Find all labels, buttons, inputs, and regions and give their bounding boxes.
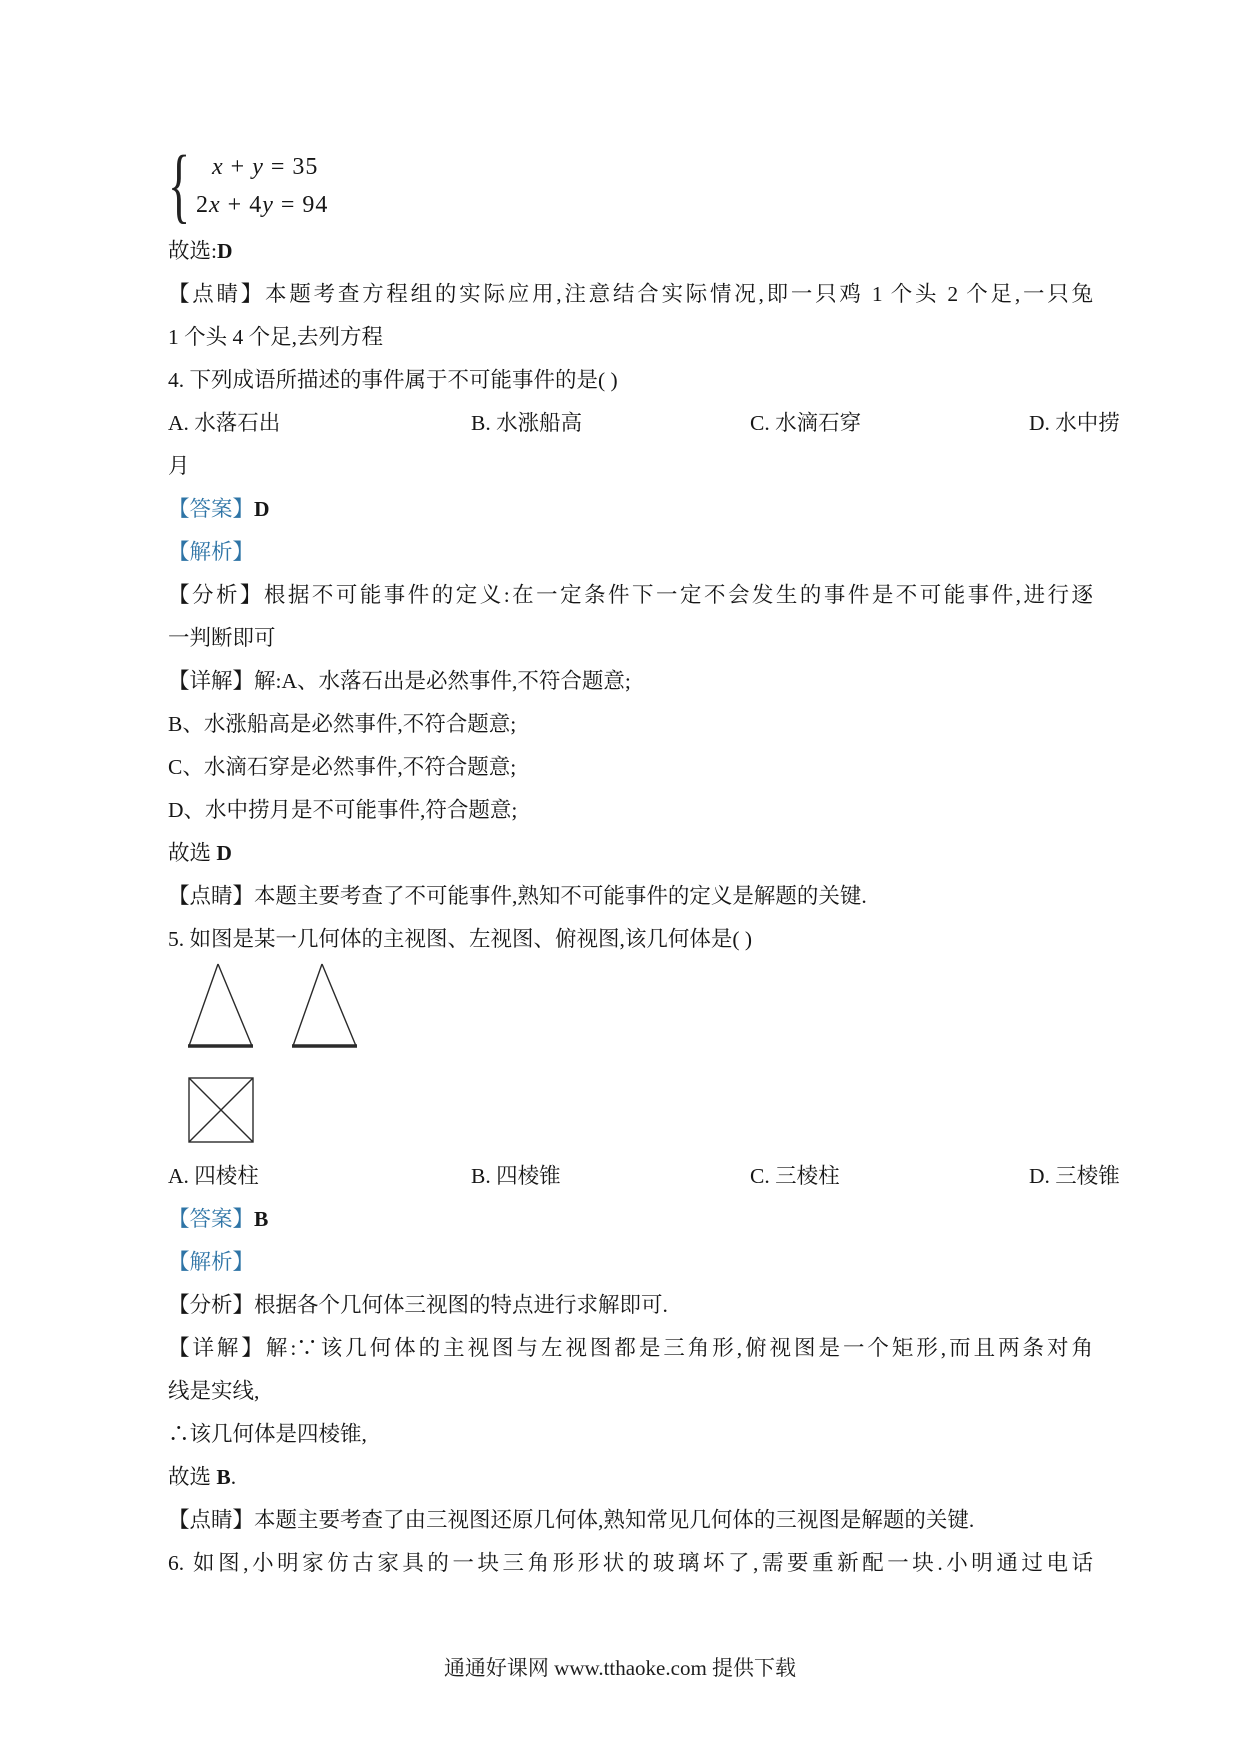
equation-line-1: x + y = 35	[212, 154, 319, 180]
q5-answer-line	[168, 1198, 1093, 1241]
q5-option-b: B. 四棱锥	[471, 1164, 561, 1188]
q5-option-a: A. 四棱柱	[168, 1164, 259, 1188]
equation-system	[168, 140, 1093, 230]
q4-stem: 4. 下列成语所描述的事件属于不可能事件的是( )	[168, 368, 618, 392]
q5-detail-line-1: 【详解】解:∵该几何体的主视图与左视图都是三角形,俯视图是一个矩形,而且两条对角	[168, 1336, 1093, 1360]
q4-answer-letter: D	[254, 497, 270, 521]
q4-option-c: C. 水滴石穿	[750, 411, 862, 435]
analysis-label: 【解析】	[168, 1250, 255, 1274]
q5-choice-letter: B	[216, 1465, 231, 1489]
q4-answer-line	[168, 488, 1093, 531]
q4-detail-line-3: C、水滴石穿是必然事件,不符合题意;	[168, 755, 517, 779]
site-footer: 通通好课网 www.tthaoke.com 提供下载	[443, 1656, 797, 1680]
q4-options-row	[168, 402, 1120, 445]
q5-option-c: C. 三棱柱	[750, 1164, 840, 1188]
q5-comment: 【点睛】本题主要考查了由三视图还原几何体,熟知常见几何体的三视图是解题的关键.	[168, 1508, 975, 1532]
q5-stem: 5. 如图是某一几何体的主视图、左视图、俯视图,该几何体是( )	[168, 927, 753, 951]
q5-choose-line: 故选 B.	[168, 1465, 237, 1489]
q5-analysis-label-line	[168, 1241, 1093, 1284]
q4-option-d: D. 水中捞	[1029, 411, 1120, 435]
q3-comment-line-2: 1 个头 4 个足,去列方程	[168, 325, 384, 349]
q4-option-d-wrap: 月	[168, 454, 190, 478]
q4-option-a: A. 水落石出	[168, 411, 281, 435]
q4-analysis-line-1: 【分析】根据不可能事件的定义:在一定条件下一定不会发生的事件是不可能事件,进行逐	[168, 583, 1093, 607]
q3-comment-line-1: 【点睛】本题考查方程组的实际应用,注意结合实际情况,即一只鸡 1 个头 2 个足,一只兔	[168, 282, 1093, 306]
q4-comment: 【点睛】本题主要考查了不可能事件,熟知不可能事件的定义是解题的关键.	[168, 884, 867, 908]
q6-stem: 6. 如图,小明家仿古家具的一块三角形形状的玻璃坏了,需要重新配一块.小明通过电话	[168, 1551, 1093, 1575]
q5-options-row	[168, 1155, 1120, 1198]
q5-option-d: D. 三棱锥	[1029, 1164, 1120, 1188]
q4-detail-line-2: B、水涨船高是必然事件,不符合题意;	[168, 712, 517, 736]
front-view-triangle	[188, 964, 253, 1046]
equation-line-2: 2x + 4y = 94	[196, 192, 329, 218]
q5-detail-line-2: 线是实线,	[168, 1379, 260, 1403]
side-view-triangle	[292, 964, 357, 1046]
analysis-label: 【解析】	[168, 540, 255, 564]
answer-label: 【答案】	[168, 497, 255, 521]
q4-choose-line: 故选 D	[168, 841, 232, 865]
q5-detail-line-3: ∴该几何体是四棱锥,	[168, 1422, 367, 1446]
q4-detail-line-4: D、水中捞月是不可能事件,符合题意;	[168, 798, 518, 822]
front-and-side-view-triangles	[186, 961, 361, 1049]
left-brace: {	[168, 139, 191, 232]
answer-label: 【答案】	[168, 1207, 255, 1231]
q3-answer-letter: D	[216, 239, 233, 263]
q4-choice-letter: D	[216, 841, 232, 865]
document-body	[168, 139, 1120, 1585]
q4-analysis-label-line	[168, 531, 1093, 574]
q4-analysis-line-2: 一判断即可	[168, 626, 276, 650]
top-view-square-with-diagonals	[188, 1077, 254, 1143]
q3-choose-line: 故选:D	[168, 239, 233, 263]
q5-analysis: 【分析】根据各个几何体三视图的特点进行求解即可.	[168, 1293, 668, 1317]
q4-option-b: B. 水涨船高	[471, 411, 583, 435]
q4-detail-line-1: 【详解】解:A、水落石出是必然事件,不符合题意;	[168, 669, 631, 693]
q5-answer-letter: B	[254, 1207, 269, 1231]
